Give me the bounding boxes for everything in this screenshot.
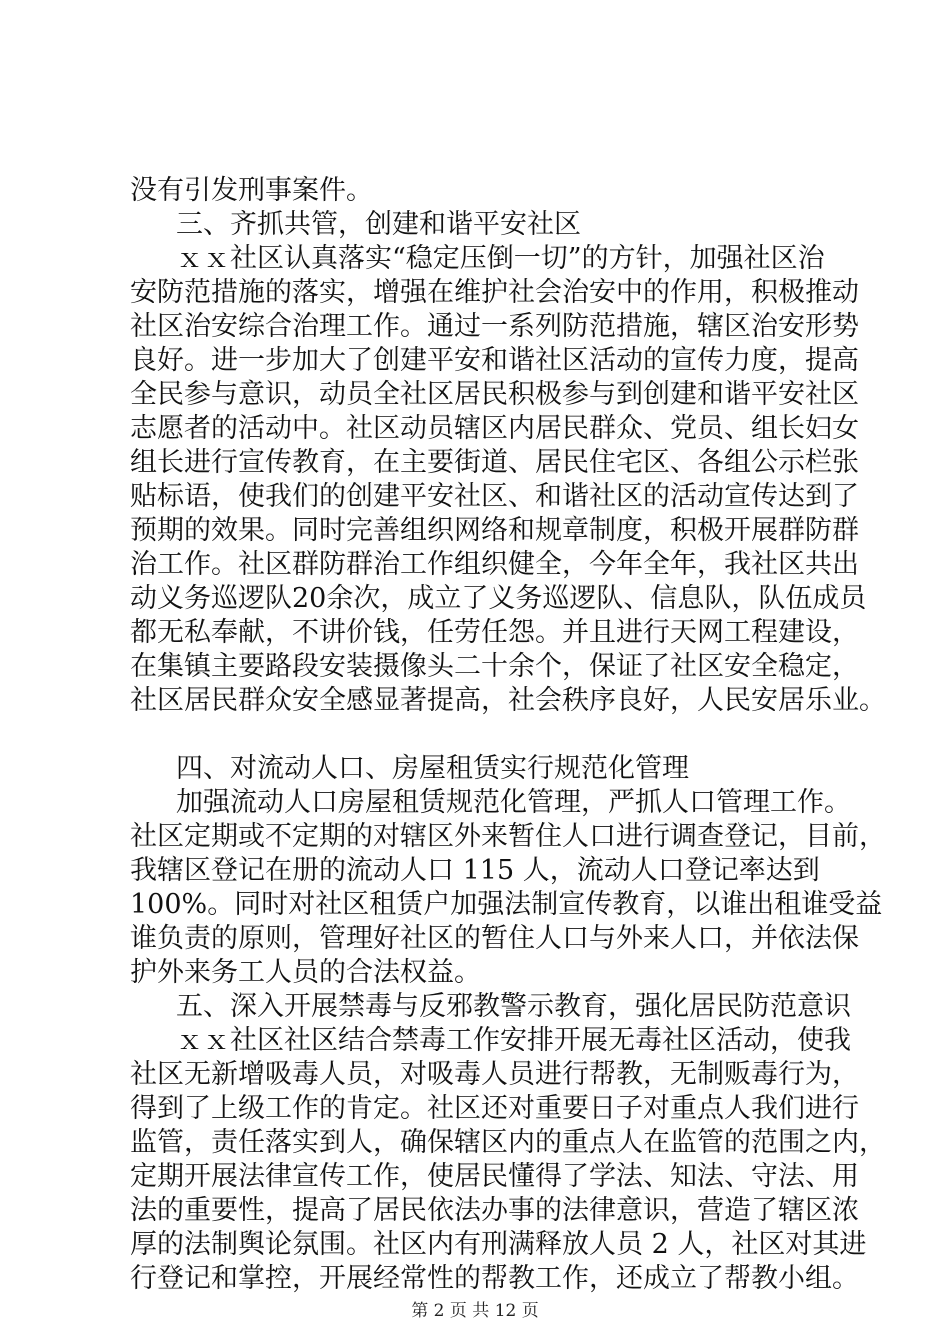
section-heading: 三、齐抓共管，创建和谐平安社区	[176, 209, 581, 240]
body-text-line: 都无私奉献，不讲价钱，任劳任怨。并且进行天网工程建设，	[130, 617, 859, 648]
body-text-line: 监管，责任落实到人，确保辖区内的重点人在监管的范围之内，	[130, 1127, 886, 1158]
body-text-line: 社区居民群众安全感显著提高，社会秩序良好，人民安居乐业。	[130, 685, 886, 716]
body-text-line: 厚的法制舆论氛围。社区内有刑满释放人员 2 人，社区对其进	[130, 1229, 867, 1260]
body-text-line: 100%。同时对社区租赁户加强法制宣传教育，以谁出租谁受益	[130, 889, 883, 920]
body-text-line: 全民参与意识，动员全社区居民积极参与到创建和谐平安社区	[130, 379, 859, 410]
section-heading: 五、深入开展禁毒与反邪教警示教育，强化居民防范意识	[176, 991, 851, 1022]
body-text-line: 护外来务工人员的合法权益。	[130, 957, 481, 988]
body-text-line: 预期的效果。同时完善组织网络和规章制度，积极开展群防群	[130, 515, 859, 546]
body-text-line: 治工作。社区群防群治工作组织健全，今年全年，我社区共出	[130, 549, 859, 580]
body-text-line: 我辖区登记在册的流动人口 115 人，流动人口登记率达到	[130, 855, 820, 886]
section-heading: 四、对流动人口、房屋租赁实行规范化管理	[176, 753, 689, 784]
body-text-line: 社区无新增吸毒人员，对吸毒人员进行帮教，无制贩毒行为，	[130, 1059, 859, 1090]
body-text-line: 社区定期或不定期的对辖区外来暂住人口进行调查登记，目前，	[130, 821, 886, 852]
body-text-line: 定期开展法律宣传工作，使居民懂得了学法、知法、守法、用	[130, 1161, 859, 1192]
body-text-line: 得到了上级工作的肯定。社区还对重要日子对重点人我们进行	[130, 1093, 859, 1124]
body-text-line: ｘｘ社区社区结合禁毒工作安排开展无毒社区活动，使我	[176, 1025, 851, 1056]
body-text-line: 动义务巡逻队20余次，成立了义务巡逻队、信息队，队伍成员	[130, 583, 867, 614]
body-text-line: 加强流动人口房屋租赁规范化管理，严抓人口管理工作。	[176, 787, 851, 818]
body-text-line: 社区治安综合治理工作。通过一系列防范措施，辖区治安形势	[130, 311, 859, 342]
body-text-line: 良好。进一步加大了创建平安和谐社区活动的宣传力度，提高	[130, 345, 859, 376]
body-text-line: ｘｘ社区认真落实“稳定压倒一切”的方针，加强社区治	[176, 243, 825, 274]
body-text-line: 法的重要性，提高了居民依法办事的法律意识，营造了辖区浓	[130, 1195, 859, 1226]
body-text-line: 志愿者的活动中。社区动员辖区内居民群众、党员、组长妇女	[130, 413, 859, 444]
body-text-line: 行登记和掌控，开展经常性的帮教工作，还成立了帮教小组。	[130, 1263, 859, 1294]
page-number-footer: 第 2 页 共 12 页	[411, 1301, 539, 1321]
body-text-line: 贴标语，使我们的创建平安社区、和谐社区的活动宣传达到了	[130, 481, 859, 512]
body-text-line: 在集镇主要路段安装摄像头二十余个，保证了社区安全稳定，	[130, 651, 859, 682]
body-text-line: 没有引发刑事案件。	[130, 175, 373, 206]
body-text-line: 安防范措施的落实，增强在维护社会治安中的作用，积极推动	[130, 277, 859, 308]
body-text-line: 谁负责的原则，管理好社区的暂住人口与外来人口，并依法保	[130, 923, 859, 954]
body-text-line: 组长进行宣传教育，在主要街道、居民住宅区、各组公示栏张	[130, 447, 859, 478]
